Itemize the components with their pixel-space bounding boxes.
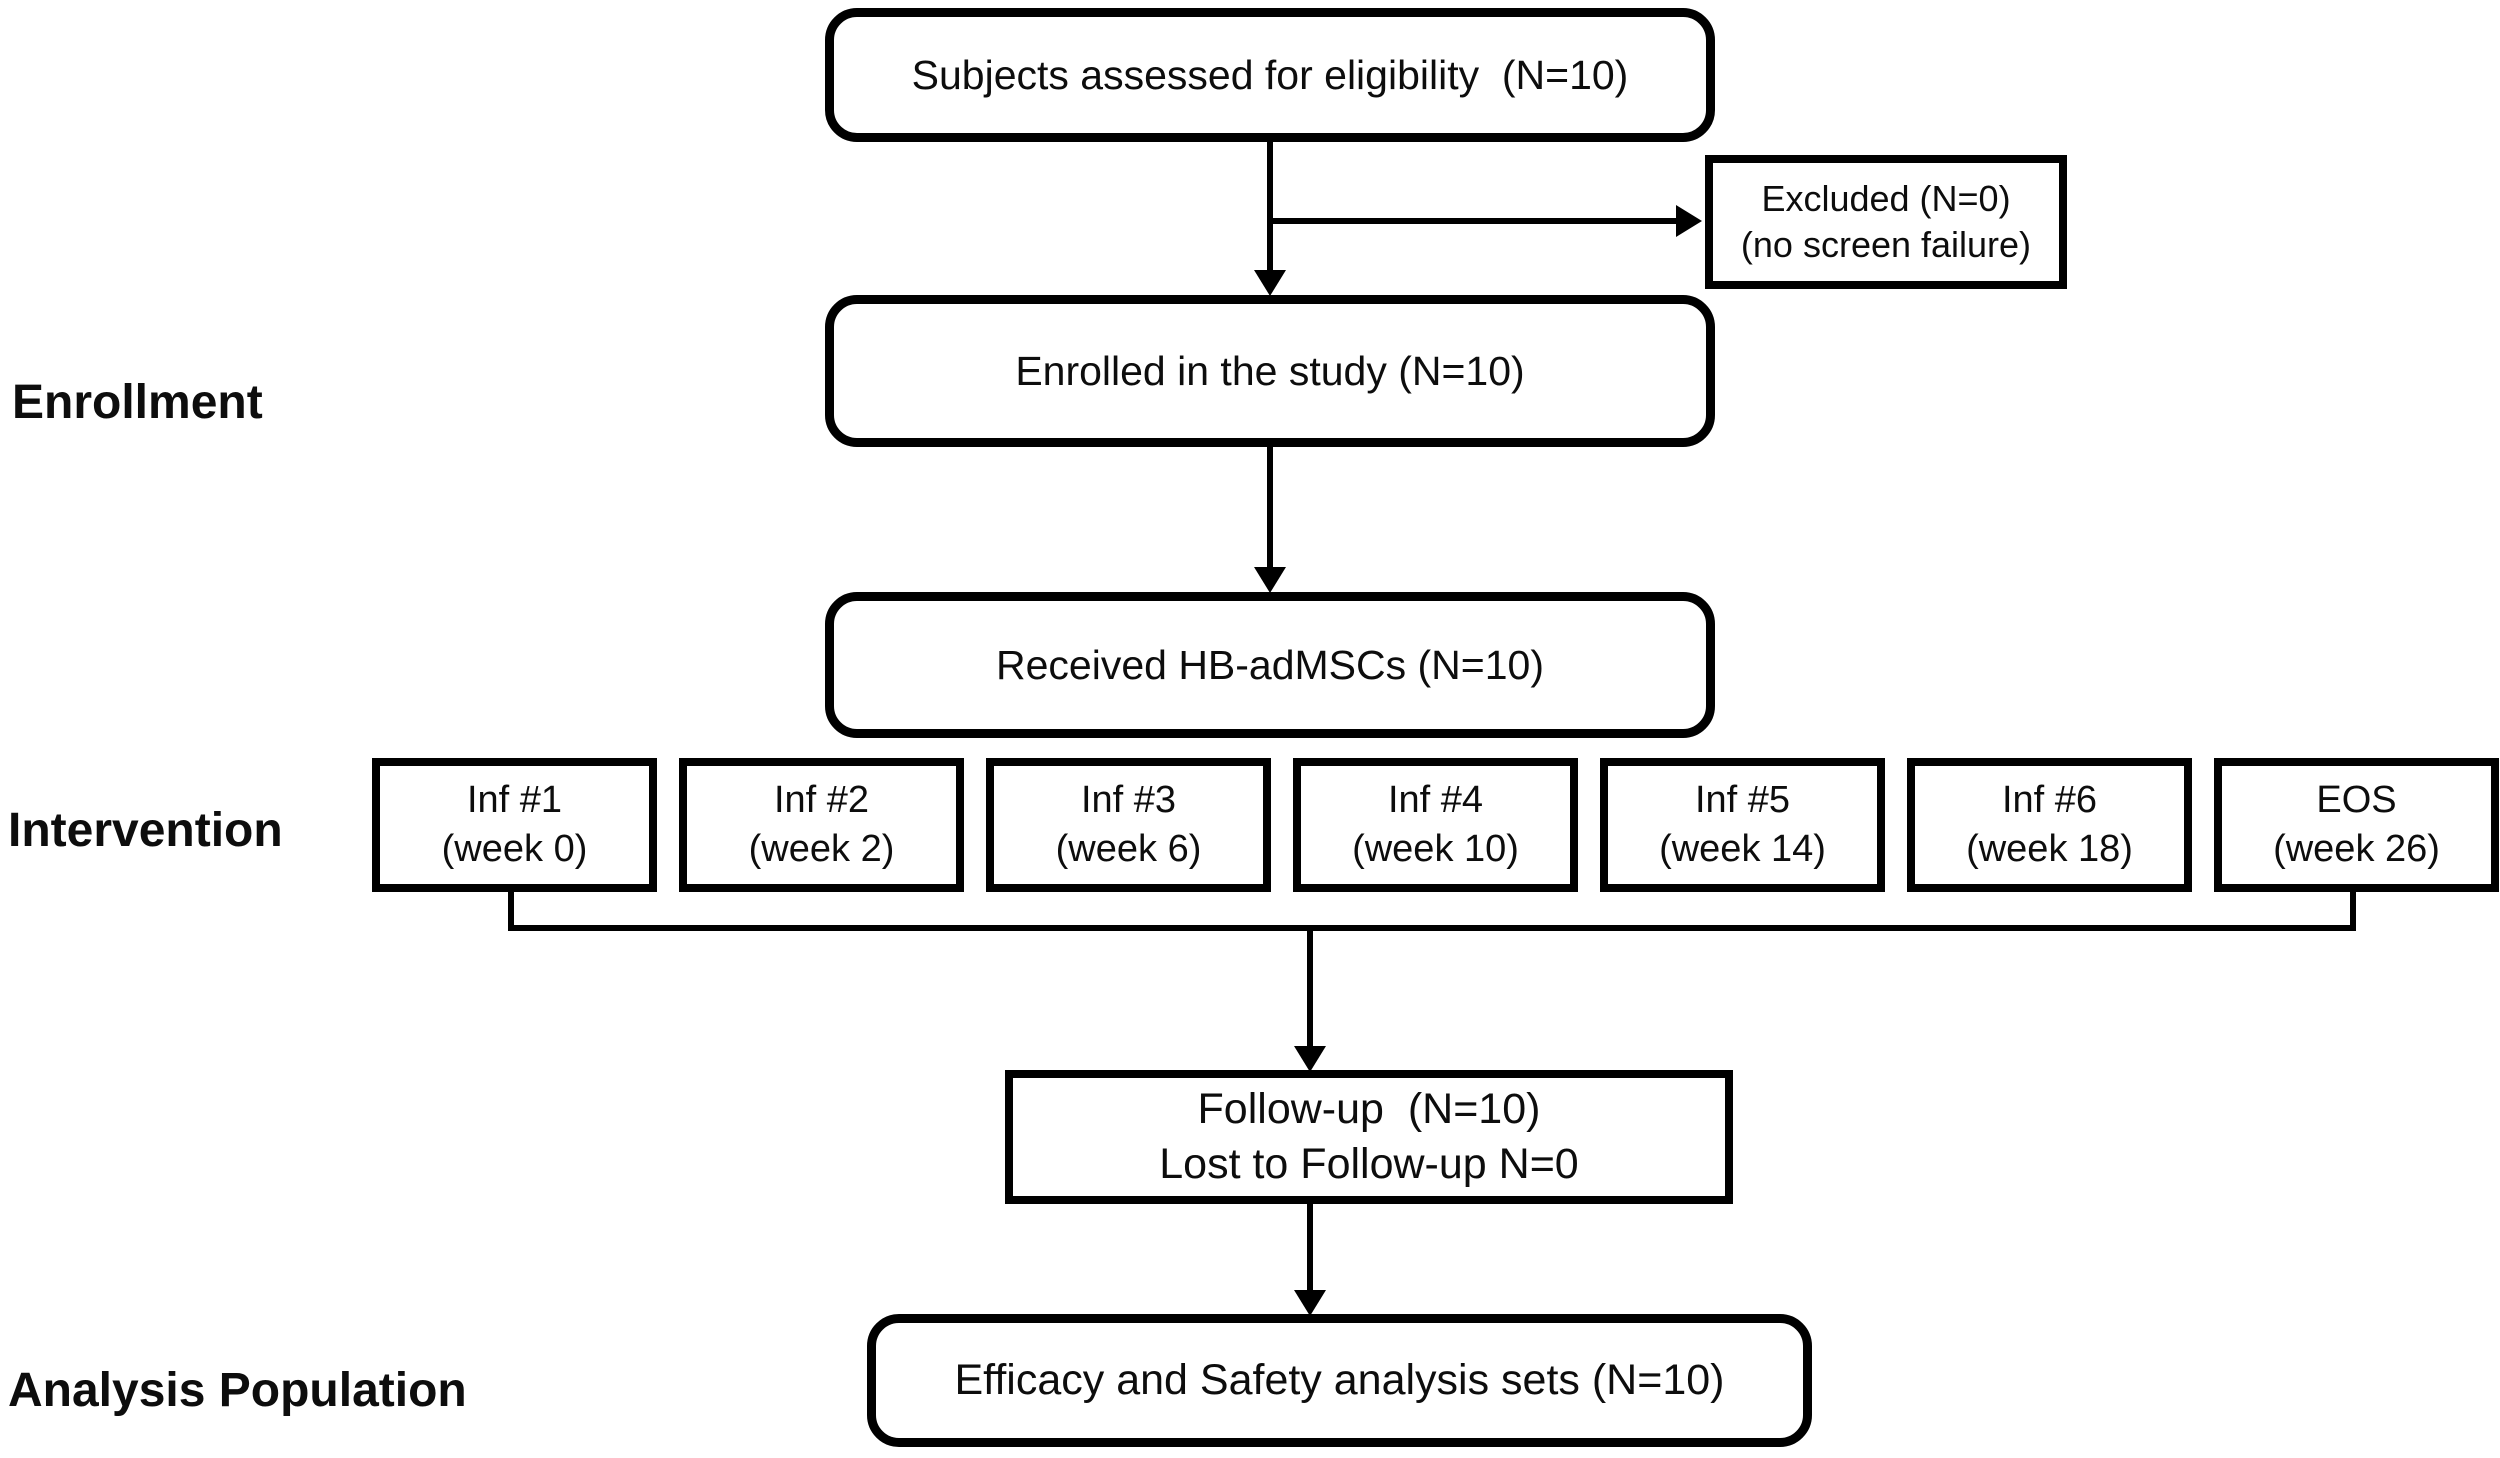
inf3-line2: (week 6) [1055, 828, 1202, 870]
enrolled-box [825, 295, 1715, 447]
inf4-line2: (week 10) [1352, 828, 1519, 870]
inf3-line1: Inf #3 [1080, 779, 1177, 822]
connector-eligibility-enrolled [1267, 142, 1273, 270]
inf2-line2: (week 2) [748, 828, 895, 870]
followup-box [1005, 1070, 1733, 1204]
inf4-line1: Inf #4 [1387, 779, 1484, 822]
intervention-box-inf1 [372, 758, 657, 892]
followup-line2: Lost to Follow-up N=0 [1159, 1140, 1579, 1188]
inf5-line2: (week 14) [1659, 828, 1826, 870]
arrowhead-right-excluded [1676, 205, 1702, 237]
intervention-box-inf3 [986, 758, 1271, 892]
inf6-line1: Inf #6 [2001, 779, 2098, 822]
intervention-box-inf5 [1600, 758, 1885, 892]
intervention-box-inf4 [1293, 758, 1578, 892]
stage-label-intervention: Intervention [8, 804, 283, 857]
connector-followup-analysis [1307, 1204, 1313, 1292]
bracket-right-drop [2350, 890, 2356, 931]
intervention-box-inf2 [679, 758, 964, 892]
eos-line2: (week 26) [2273, 828, 2440, 870]
stage-label-analysis-population: Analysis Population [8, 1364, 467, 1417]
eligibility-box [825, 8, 1715, 142]
intervention-box-eos [2214, 758, 2499, 892]
arrowhead-down-followup [1294, 1046, 1326, 1072]
excluded-line1: Excluded (N=0) [1761, 177, 2011, 219]
inf2-line1: Inf #2 [773, 779, 870, 822]
inf1-line2: (week 0) [441, 828, 588, 870]
analysis-text: Efficacy and Safety analysis sets (N=10) [954, 1355, 1725, 1404]
excluded-box [1705, 155, 2067, 289]
stage-label-enrollment: Enrollment [12, 376, 263, 429]
arrowhead-down-received [1254, 567, 1286, 593]
followup-line1: Follow-up (N=10) [1197, 1084, 1541, 1133]
connector-branch-excluded [1267, 218, 1679, 224]
received-text: Received HB-adMSCs (N=10) [996, 641, 1544, 688]
connector-bracket-followup [1307, 931, 1313, 1049]
received-box [825, 592, 1715, 738]
enrolled-text: Enrolled in the study (N=10) [1015, 347, 1525, 394]
excluded-line2: (no screen failure) [1740, 224, 2032, 265]
arrowhead-down-enrolled [1254, 270, 1286, 296]
inf1-line1: Inf #1 [466, 779, 563, 822]
eos-line1: EOS [2316, 779, 2397, 822]
arrowhead-down-analysis [1294, 1290, 1326, 1316]
connector-enrolled-received [1267, 447, 1273, 569]
eligibility-text: Subjects assessed for eligibility (N=10) [911, 51, 1629, 98]
bracket-horizontal [508, 925, 2356, 931]
inf5-line1: Inf #5 [1694, 779, 1791, 822]
analysis-box [867, 1314, 1812, 1447]
inf6-line2: (week 18) [1966, 828, 2133, 870]
intervention-box-inf6 [1907, 758, 2192, 892]
